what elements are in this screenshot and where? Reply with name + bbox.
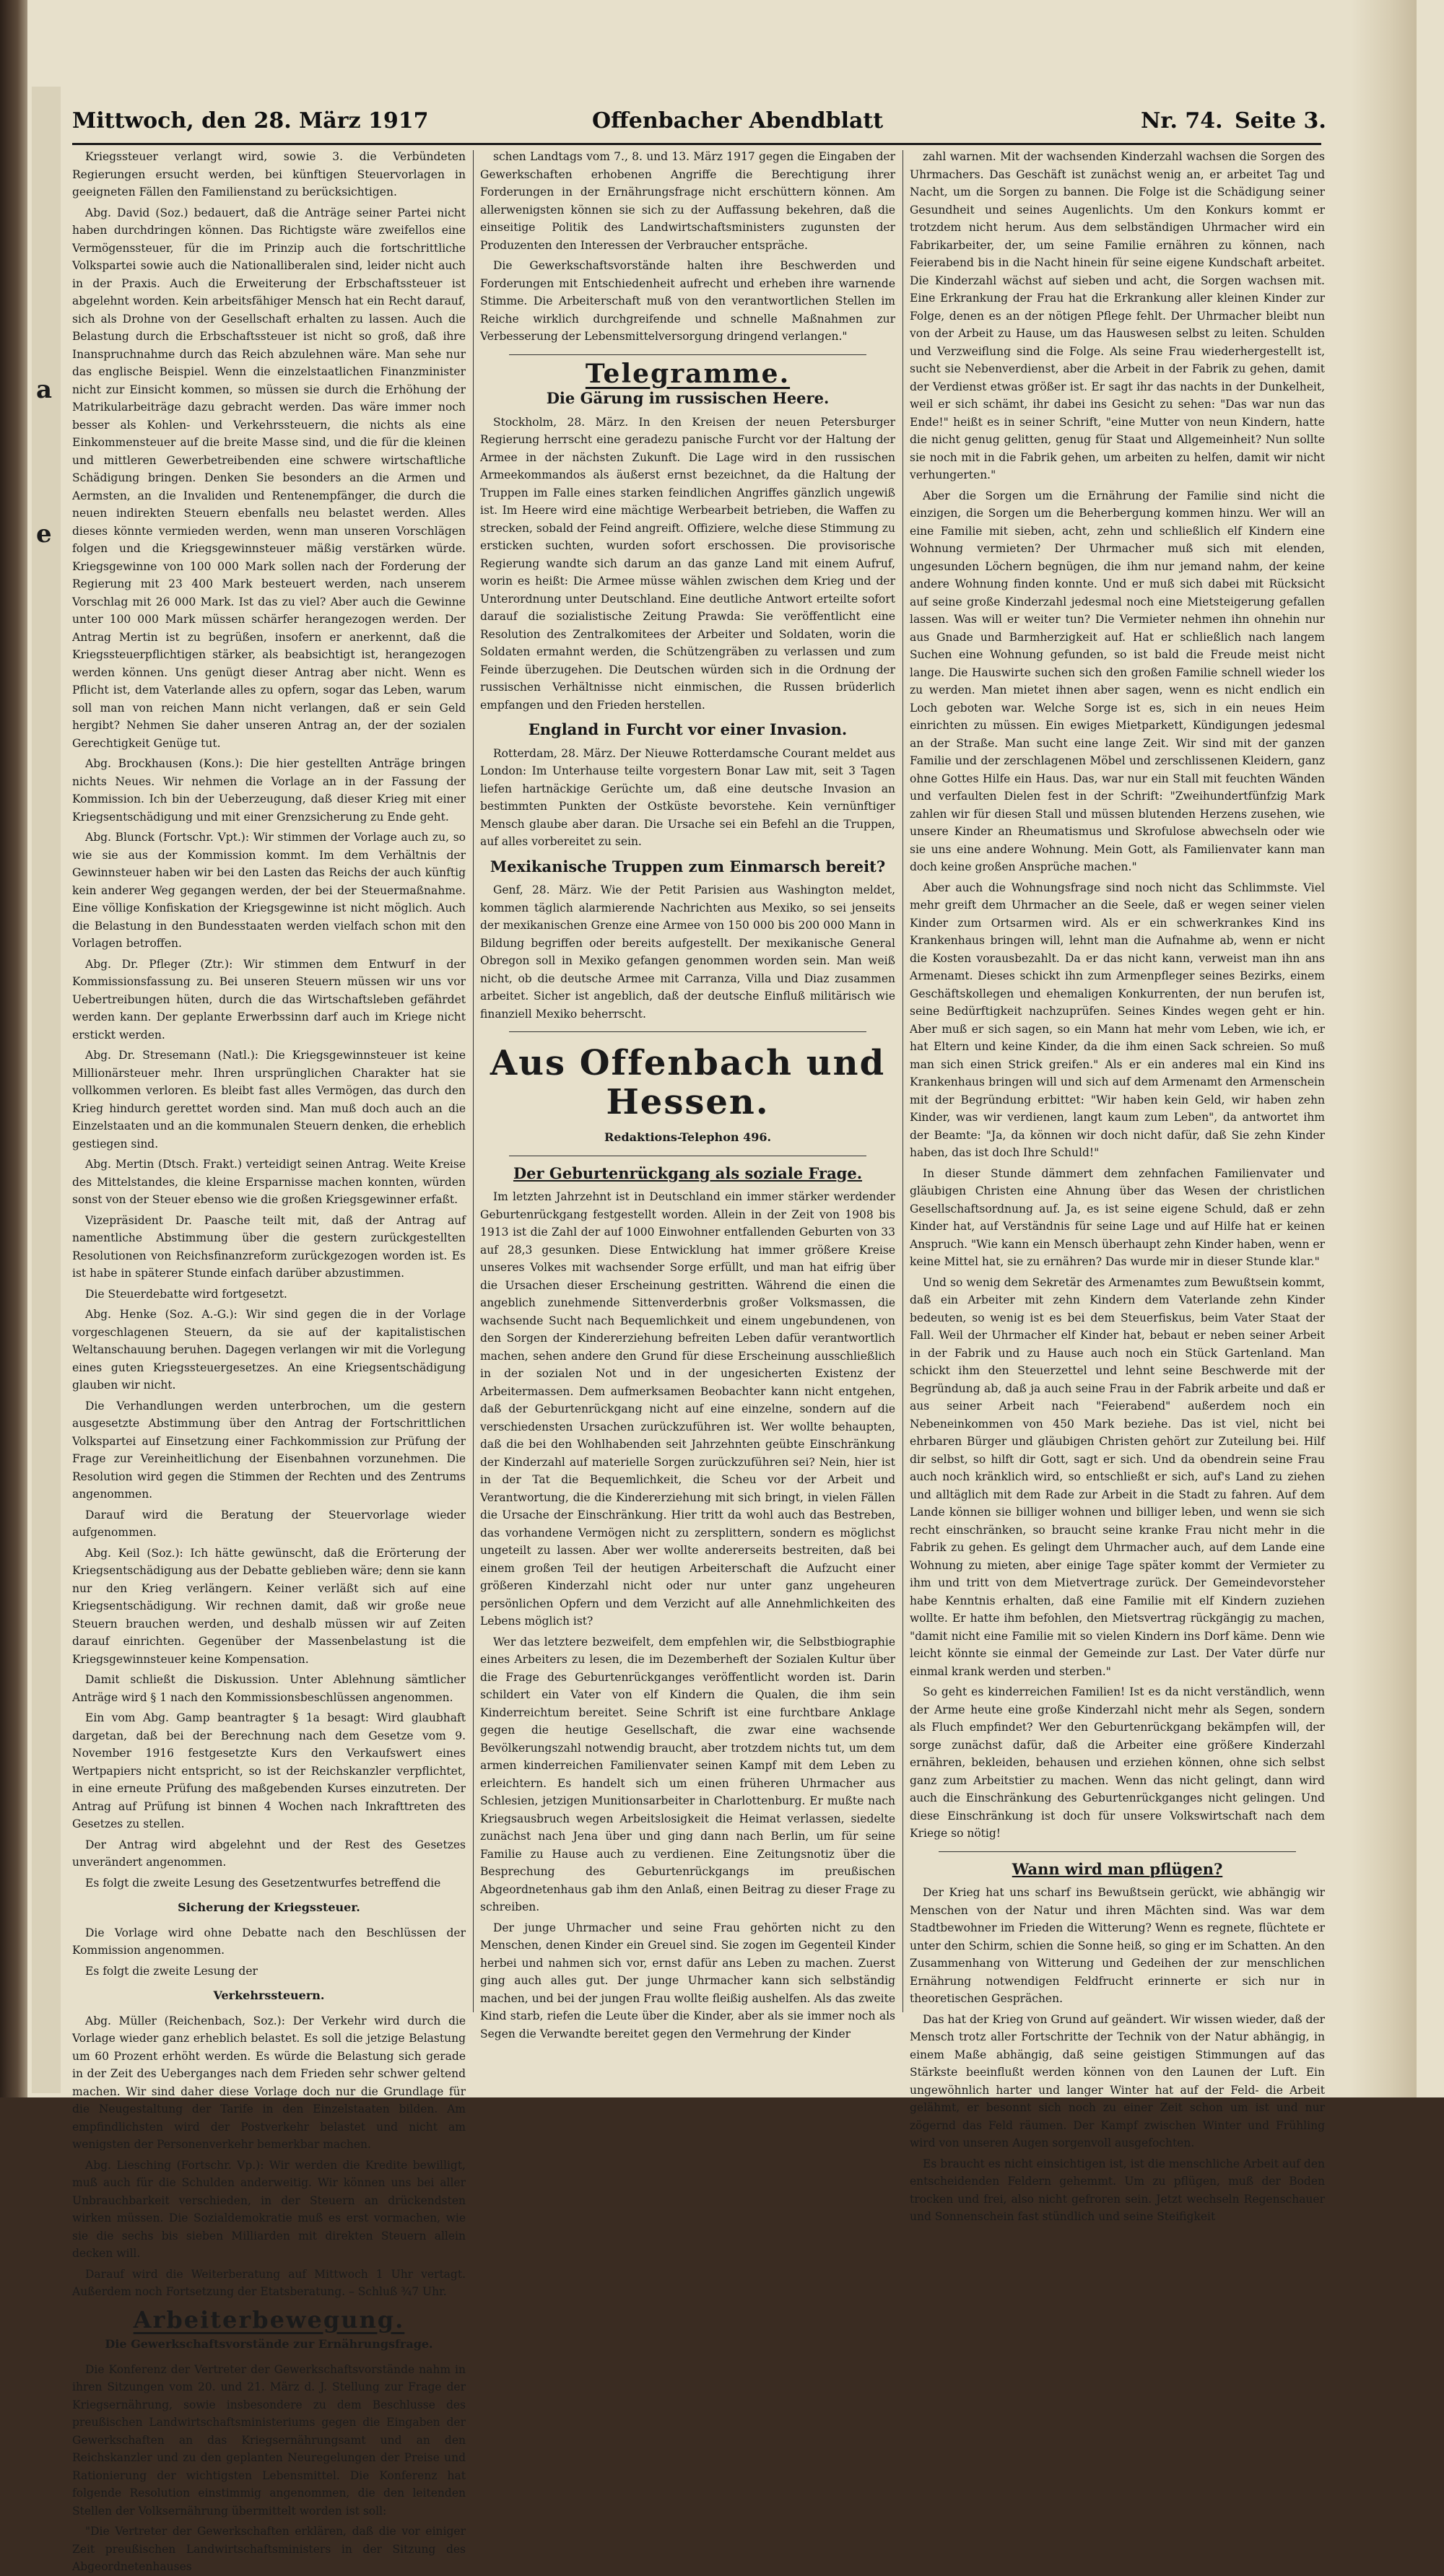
paragraph: Stockholm, 28. März. In den Kreisen der neuen Petersburger Regierung herrscht eine geradezu panische Furcht vor der Haltung der Armee in der nächsten Zukunft. Die Lage wird in den russischen Armeekommandos als äußerst ernst bezeichnet, da die Haltung der Truppen im Falle eines starken feindlichen Angriffes gänzlich ungewiß ist. Im Heere wird eine mächtige Werbearbeit betrieben, die Waffen zu strecken, sobald der Feind angreift. Offiziere, welche diese Stimmung zu ersticken suchten, wurden sofort erschossen. Die provisorische Regierung wandte sich darum an das ganze Land mit einem Aufruf, worin es heißt: Die Armee müsse wählen zwischen dem Krieg und der Unterordnung unter Deutschland. Eine deutliche Antwort erteilte sofort darauf die sozialistische Zeitung Prawda: Sie veröffentlicht eine Resolution des Zentralkomitees der Arbeiter und Soldaten, worin die Soldaten ermahnt werden, die Schützengräben zu verlassen und zum Feinde überzugehen. Die Deutschen würden sich in die Ordnung der russischen Verhältnisse nicht einmischen, die Russen brüderlich empfangen und den Frieden herstellen. <box>480 415 895 712</box>
paragraph: Die Gewerkschaftsvorstände halten ihre Beschwerden und Forderungen mit Entschiedenheit aufrecht und erheben ihre warnende Stimme. Die Arbeiterschaft muß von den verantwortlichen Stellen im Reiche wirklich durchgreifende und schnelle Maßnahmen zur Verbesserung der Lebensmittelversorgung dringend verlangen." <box>480 259 895 343</box>
paragraph: Abg. Dr. Stresemann (Natl.): Die Kriegsgewinnsteuer ist keine Millionärsteuer mehr. Ihren ursprünglichen Charakter hat sie vollkommen verloren. Es bleibt fast alles Vermögen, das durch den Krieg hindurch gerettet worden sind. Man muß doch auch an die Einzelstaaten und an die kommunalen Steuern denken, die erheblich gestiegen sind. <box>72 1049 466 1151</box>
paragraph: Es folgt die zweite Lesung der <box>85 1964 258 1978</box>
paragraph: "Die Vertreter der Gewerkschaften erklären, daß die vor einiger Zeit preußischen Landwirtschaftsministers in der Sitzung des Abgeordnetenhauses <box>72 2525 466 2573</box>
paragraph: Aber die Sorgen um die Ernährung der Familie sind nicht die einzigen, die Sorgen um die Beherbergung kommen hinzu. Wer will an eine Familie mit sieben, acht, zehn und schließlich elf Kindern eine Wohnung vermieten? Der Uhrmacher muß sich mit elenden, ungesunden Löchern begnügen, die ihm nur jemand nahm, der keine andere Wohnung finden konnte. Und er muß sich dabei mit Rücksicht auf seine große Kinderzahl jedesmal noch eine Mietsteigerung gefallen lassen. Was will er weiter tun? Die Vermieter nehmen ihn ohnehin nur aus Gnade und Barmherzigkeit auf. Hat er schließlich nach langem Suchen eine Wohnung gefunden, so ist bald die Freude meist nicht lange. Die Hauswirte suchen sich den großen Familie schnell wieder los zu werden. Man mietet ihnen aber sagen, wenn es nicht endlich ein Loch geboten war. Welche Sorge ist es, sich in ein neues Heim einrichten zu müssen. Ein ewiges Mietparkett, Kündigungen jedesmal an der Straße. Man sucht eine lange Zeit. Wir sind mit der ganzen Familie und der zerschlagenen Möbel und zerschlissenen Kleidern, ganz ohne Gottes Hilfe ein Haus. Das, war nur ein Stall mit feuchten Wänden und verfaulten Dielen fest in der Schrift: "Zweihundertfünfzig Mark zahlen wir für diesen Stall und müssen blutenden Herzens zusehen, wie unsere Kinder an Rheumatismus und Skrofulose abwechseln oder wie sie uns eine andere Wohnung. Mein Gott, als Familienvater kann man doch keine großen Ansprüche machen." <box>910 489 1325 873</box>
paragraph: Und so wenig dem Sekretär des Armenamtes zum Bewußtsein kommt, daß ein Arbeiter mit zehn Kindern dem Vaterlande zehn Kinder bedeuten, so wenig ist es bei dem Steuerfiskus, beim Vater Staat der Fall. Weil der Uhrmacher elf Kinder hat, bebaut er neben seiner Arbeit in der Fabrik und zu Hause auch noch ein Stück Gartenland. Man schickt ihm den Steuerzettel und lehnt seine Beschwerde mit der Begründung ab, daß ja auch seine Frau in der Fabrik arbeite und daß er aus seiner Arbeit nach "Feierabend" außerdem noch ein Nebeneinkommen von 450 Mark beziehe. Das ist viel, nicht bei ehrbaren Bürger und gläubigen Christen gehört zur Zuteilung bei. Hilf dir selbst, so hilft dir Gott, sagt er sich. Und da obendrein seine Frau auch noch kränklich wird, so entschließt er sich, auf's Land zu ziehen und alltäglich mit dem Rade zur Arbeit in die Stadt zu fahren. Auf dem Lande können sie billiger wohnen und billiger leben, und wenn sie sich recht einschränken, so braucht seine kranke Frau nicht mehr in die Fabrik zu gehen. Es gelingt dem Uhrmacher auch, auf dem Lande eine Wohnung zu mieten, aber einige Tage später kommt der Vermieter zu ihm und tritt von dem Mietvertrage zurück. Der Gemeindevorsteher habe Kenntnis erhalten, daß eine Familie mit elf Kindern zuziehen wollte. Er hatte ihm befohlen, den Mietsvertrag rückgängig zu machen, "damit nicht eine Familie mit so vielen Kindern ins Dorf käme. Denn wie leicht könnte sie einmal der Gemeinde zur Last. Der Vater dürfe nur einmal krank werden und sterben." <box>910 1275 1325 1678</box>
paragraph: Abg. Müller (Reichenbach, Soz.): Der Verkehr wird durch die Vorlage wieder ganz erheblich belastet. Es soll die jetzige Belastung um 60 Prozent erhöht werden. Es würde die Belastung sich gerade in der Zeit des Ueberganges nach dem Frieden sehr schwer geltend machen. Wir sind daher diese Vorlage doch nur die Grundlage für die Neugestaltung der Tarife in den Einzelstaaten bilden. Am empfindlichsten wird der Postverkehr belastet und nicht am wenigsten der Personenverkehr bemerkbar machen. <box>72 2014 466 2151</box>
article-heading: Der Geburtenrückgang als soziale Frage. <box>513 1163 863 1182</box>
paragraph: Das hat der Krieg von Grund auf geändert. Wir wissen wieder, daß der Mensch trotz aller Fortschritte der Technik von der Natur abhängig, in einem Maße abhängig, daß seine geistigen Stimmungen auf das Stärkste beeinflußt werden können von den Launen der Luft. Ein ungewöhnlich harter und langer Winter hat auf der Feld- die Arbeit gelähmt, er besonnt sich noch zu einer Zeit schon um ist und nur zögernd das Feld räumen. Der Kampf zwischen Winter und Frühling wird von unseren Augen sorgenvoll ausgefochten. <box>910 2012 1325 2149</box>
header-rule <box>72 143 1321 145</box>
paragraph: Der Antrag wird abgelehnt und der Rest des Gesetzes unverändert angenommen. <box>72 1838 466 1869</box>
separator <box>939 1851 1296 1852</box>
paragraph: Im letzten Jahrzehnt ist in Deutschland ein immer stärker werdender Geburtenrückgang festgestellt worden. Allein in der Zeit von 1908 bis 1913 ist die Zahl der auf 1000 Einwohner entfallenden Geburten von 33 auf 28,3 gesunken. Diese Entwicklung hat immer größere Kreise unseres Volkes mit wachsender Sorge erfüllt, und man hat eifrig über die Ursachen dieser Erscheinung gestritten. Während die einen die angeblich zunehmende Sittenverderbnis großer Volksmassen, die wachsende Sucht nach Bequemlichkeit und einem ungebundenen, von den Sorgen der Kindererziehung befreiten Leben dafür verantwortlich machen, sehen andere den Grund für diese Erscheinung ausschließlich in der sozialen Not und in der ungesicherten Existenz der Arbeitermassen. Dem aufmerksamen Beobachter kann nicht entgehen, daß der Geburtenrückgang nicht auf eine einzelne, sondern auf die verschiedensten Ursachen zurückzuführen ist. Wer wollte behaupten, daß die bei den Wohlhabenden seit Jahrzehnten geübte Einschränkung der Kinderzahl auf materielle Sorgen zurückzuführen sei? Nein, hier ist in der Tat die Bequemlichkeit, die Scheu vor der Arbeit und Verantwortung, die die Kindererziehung mit sich bringt, in vielen Fällen die Ursache der Einschränkung. Hier tritt da wohl auch das Bestreben, das vorhandene Vermögen nicht zu zersplittern, sondern es möglichst ungeteilt zu lassen. Aber wer wollte andererseits bestreiten, daß bei einem großen Teil der heutigen Arbeiterschaft die Aufzucht einer größeren Kinderzahl nicht oder nur unter ganz ungeheuren persönlichen Opfern und dem Verzicht auf alle Annehmlichkeiten des Lebens möglich ist? <box>480 1190 895 1628</box>
issue-number: Nr. 74. <box>1141 108 1223 134</box>
separator <box>509 1031 866 1032</box>
paragraph: Abg. Dr. Pfleger (Ztr.): Wir stimmen dem Entwurf in der Kommissionsfassung zu. Bei unseren Steuern müssen wir uns vor Uebertreibungen hüten, durch die das Wirtschaftsleben gefährdet werden kann. Der geplante Erwerbssinn darf auch im Kriege nicht erstickt werden. <box>72 957 466 1042</box>
separator <box>509 354 866 355</box>
article-heading: Wann wird man pflügen? <box>1012 1859 1223 1878</box>
column-2 <box>480 148 895 2090</box>
paragraph: Vizepräsident Dr. Paasche teilt mit, daß der Antrag auf namentliche Abstimmung über die gestern zurückgestellten Resolutionen von Reichsfinanzreform zurückgezogen worden ist. Es ist habe in späterer Stunde einfach darüber abzustimmen. <box>72 1213 466 1280</box>
paragraph: Darauf wird die Weiterberatung auf Mittwoch 1 Uhr vertagt. Außerdem noch Fortsetzung der Etatsberatung. – Schluß ¾7 Uhr. <box>72 2267 466 2298</box>
article-heading: Die Gärung im russischen Heere. <box>546 389 830 407</box>
paragraph: Wer das letztere bezweifelt, dem empfehlen wir, die Selbstbiographie eines Arbeiters zu lesen, die im Dezemberheft der Sozialen Kultur über die Frage des Geburtenrückganges veröffentlicht worden ist. Darin schildert ein Vater von elf Kindern die Qualen, die ihm sein Kinderreichtum bereitet. Seine Schrift ist eine furchtbare Anklage gegen die heutige Gesellschaft, die zwar eine wachsende Bevölkerungszahl notwendig braucht, aber trotzdem nichts tut, um dem armen kinderreichen Familienvater seinen Kampf mit dem Leben zu erleichtern. Es handelt sich um einen früheren Uhrmacher aus Schlesien, jetzigen Munitionsarbeiter in Charlottenburg. Er mußte nach Kriegsausbruch wegen Arbeitslosigkeit die Heimat verlassen, siedelte zunächst nach Jena über und ging dann nach Berlin, um für seine Familie zu Hause auch zu verdienen. Eine Zeitungsnotiz über die Besprechung des Geburtenrückgangs im preußischen Abgeordnetenhaus gab ihm den Anlaß, einen Beitrag zu dieser Frage zu schreiben. <box>480 1635 895 1913</box>
paragraph: Der junge Uhrmacher und seine Frau gehörten nicht zu den Menschen, denen Kinder ein Greuel sind. Sie zogen im Gegenteil Kinder herbei und nahmen sich vor, ernst dafür ans Leben zu machen. Zuerst ging auch alles gut. Der junge Uhrmacher kann sich selbständig machen, und bei der jungen Frau wollte fleißig aushelfen. Als das zweite Kind starb, riefen die Leute über die Kinder, aber als sie immer noch als Segen die Verwandte bereitet gegen den Vermehrung der Kinder <box>480 1921 895 2040</box>
edge-fragment-char: a <box>36 375 53 404</box>
column-divider <box>473 150 474 2012</box>
subheading: Sicherung der Kriegssteuer. <box>178 1900 360 1914</box>
paragraph: Abg. Mertin (Dtsch. Frakt.) verteidigt seinen Antrag. Weite Kreise des Mittelstandes, die kleine Ersparnisse machen konnten, würden sonst von der Steuer ebenso wie die großen Kriegsgewinner erfaßt. <box>72 1158 466 1206</box>
paragraph: Es folgt die zweite Lesung des Gesetzentwurfes betreffend die <box>85 1876 441 1890</box>
article-heading: Mexikanische Truppen zum Einmarsch bereit? <box>490 857 886 876</box>
subheading: Verkehrssteuern. <box>213 1988 325 2002</box>
page-number: Seite 3. <box>1235 108 1326 134</box>
paragraph: Abg. Henke (Soz. A.-G.): Wir sind gegen die in der Vorlage vorgeschlagenen Steuern, da sie auf der kapitalistischen Weltanschauung beruhen. Dagegen verlangen wir mit die Vorlegung eines guten Kriegssteuergesetzes. An eine Kriegsentschädigung glauben wir nicht. <box>72 1308 466 1392</box>
paragraph: In dieser Stunde dämmert dem zehnfachen Familienvater und gläubigen Christen eine Ahnung über das Wesen der christlichen Gesellschaftsordnung auf. Ja, es ist seine eigene Schuld, daß er zehn Kinder hat, auf Verständnis für seine Lage und auf Hilfe hat er keinen Anspruch. "Wie kann ein Mensch überhaupt zehn Kinder haben, wenn er keine Mittel hat, sie zu ernähren? Das wurde mir in dieser Stunde klar." <box>910 1166 1325 1268</box>
paragraph: Kriegssteuer verlangt wird, sowie 3. die Verbündeten Regierungen ersucht werden, bei künftigen Steuervorlagen in geeigneten Fällen den Familienstand zu berücksichtigen. <box>72 150 466 198</box>
paragraph: Es braucht es nicht einsichtigen ist, ist die menschliche Arbeit auf den entscheidenden Feldern gehemmt. Um zu pflügen, muß der Boden trocken und frei, also nicht gefroren sein. Jetzt wechseln Regenschauer und Sonnenschein fast stündlich und seine Steifigkeit <box>910 2157 1325 2223</box>
section-heading: Telegramme. <box>585 358 791 389</box>
paragraph: Abg. Brockhausen (Kons.): Die hier gestellten Anträge bringen nichts Neues. Wir nehmen die Vorlage an in der Fassung der Kommission. Ich bin der Ueberzeugung, daß dieser Krieg mit einer Kriegsentschädigung und mit einer Grenzsicherung zu Ende geht. <box>72 757 466 824</box>
subheading: Die Gewerkschaftsvorstände zur Ernährungsfrage. <box>105 2337 433 2351</box>
section-heading: Aus Offenbach und Hessen. <box>490 1043 886 1122</box>
column-1 <box>72 148 466 2573</box>
issue-date: Mittwoch, den 28. März 1917 <box>72 108 429 134</box>
paragraph: zahl warnen. Mit der wachsenden Kinderzahl wachsen die Sorgen des Uhrmachers. Das Geschäft ist zunächst wenig an, er arbeitet Tag und Nacht, um die Sorgen zu bannen. Die Folge ist die Schädigung seiner Gesundheit und seines Augenlichts. Um den Konkurs kommt er trotzdem nicht herum. Aus dem selbständigen Uhrmacher wird ein Fabrikarbeiter, der, um seine Familie ernähren zu können, nach Feierabend bis in die Nacht hinein für seine eigene Kundschaft arbeitet. Die Kinderzahl wächst auf sieben und acht, die Sorgen wachsen mit. Eine Erkrankung der Frau hat die Erkrankung aller kleinen Kinder zur Folge, denen es an der nötigen Pflege fehlt. Der Uhrmacher bleibt nun von der Arbeit zu Hause, um das Hauswesen selbst zu leiten. Schulden und Verzweiflung sind die Folge. Als seine Frau wiederhergestellt ist, sucht sie Nebenverdienst, aber die Arbeit in der Fabrik zu gehen, damit der Verdienst etwas größer ist. Er sagt ihr das nachts in der Dunkelheit, weil er sich schämt, ihr dabei ins Gesicht zu sehen: "Das war nun das Ende!" heißt es in seiner Schrift, "eine Mutter von neun Kindern, hatte die nicht genug gelitten, genug für Staat und Allgemeinheit? Nun sollte sie noch mit in die Fabrik gehen, um arbeiten zu helfen, damit wir nicht verhungerten." <box>910 150 1325 481</box>
paragraph: So geht es kinderreichen Familien! Ist es da nicht verständlich, wenn der Arme heute eine große Kinderzahl nicht mehr als Segen, sondern als Fluch empfindet? Wer den Geburtenrückgang bekämpfen will, der sorge zunächst dafür, daß die Arbeiter eine größere Kinderzahl ernähren, bekleiden, behausen und erziehen können, ohne sich selbst ganz zum Arbeitstier zu machen. Wenn das nicht gelingt, dann wird auch die Einschränkung des Geburtenrückganges nicht gelingen. Und diese Einschränkung ist doch für unsere Volkswirtschaft nach dem Kriege so nötig! <box>910 1685 1325 1840</box>
telephone-line: Redaktions-Telephon 496. <box>604 1130 772 1144</box>
paragraph: Abg. David (Soz.) bedauert, daß die Anträge seiner Partei nicht haben durchdringen können. Das Richtigste wäre zweifellos eine Vermögenssteuer, für die im Prinzip auch die fortschrittliche Volkspartei sowie auch die Nationalliberalen sind, leider nicht auch in der Praxis. Auch die Erweiterung der Erbschaftssteuer ist abgelehnt worden. Kein arbeitsfähiger Mensch hat ein Recht darauf, sich als Drohne von der Gesellschaft erhalten zu lassen. Auch die Belastung durch die Erbschaftssteuer ist nicht so groß, daß ihre Inanspruchnahme durch das Reich abzulehnen wäre. Man sehe nur das englische Beispiel. Wenn die einzelstaatlichen Finanzminister nicht zur Einsicht kommen, so müssen sie durch die Erhöhung der Matrikularbeiträge dazu gebracht werden. Das wäre immer noch besser als Kohlen- und Verkehrssteuern, die nichts als eine Einkommensteuer auf die breite Masse sind, und die für die kleinen und mittleren Gewerbetreibenden eine schwere wirtschaftliche Schädigung bringen. Denken Sie besonders an die Armen und Aermsten, an die Invaliden und Rentenempfänger, die durch die neuen indirekten Steuern ebenfalls neu belastet werden. Alles dieses könnte vermieden werden, wenn man unseren Vorschlägen folgen und die Kriegsgewinnsteuer mäßig verstärken würde. Kriegsgewinne von 100 000 Mark sollen nach der Forderung der Regierung mit 23 400 Mark besteuert werden, nach unserem Vorschlag mit 26 000 Mark. Ist das zu viel? Aber auch die Gewinne unter 100 000 Mark müssen schärfer herangezogen werden. Der Antrag Mertin ist zu begrüßen, insofern er anerkennt, daß die Kriegssteuerpflichtigen stärker, als beabsichtigt ist, herangezogen werden können. Uns genügt dieser Antrag aber nicht. Wenn es Pflicht ist, dem Vaterlande alles zu opfern, sogar das Leben, warum soll man von reichen Mann nicht verlangen, daß er sein Geld hergibt? Nehmen Sie daher unseren Antrag an, der der sozialen Gerechtigkeit Genüge tut. <box>72 206 466 750</box>
paragraph: Die Vorlage wird ohne Debatte nach den Beschlüssen der Kommission angenommen. <box>72 1926 466 1957</box>
column-3 <box>910 148 1325 2223</box>
paragraph: Genf, 28. März. Wie der Petit Parisien aus Washington meldet, kommen täglich alarmierende Nachrichten aus Mexiko, so sei jenseits der mexikanischen Grenze eine Armee von 150 000 bis 200 000 Mann in Bildung begriffen oder bereits aufgestellt. Der mexikanische General Obregon soll in Mexiko gefangen genommen worden sein. Man weiß nicht, ob die deutsche Armee mit Carranza, Villa und Diaz zusammen arbeitet. Sicher ist angeblich, daß der deutsche Einfluß militärisch wie finanziell Mexiko beherrscht. <box>480 883 895 1021</box>
paragraph: Die Steuerdebatte wird fortgesetzt. <box>85 1287 287 1301</box>
paragraph: Die Verhandlungen werden unterbrochen, um die gestern ausgesetzte Abstimmung über den Antrag der Fortschrittlichen Volkspartei auf Einsetzung einer Fachkommission zur Prüfung der Frage zur Vereinheitlichung der Eisenbahnen vorzunehmen. Die Resolution wird gegen die Stimmen der Rechten und des Zentrums angenommen. <box>72 1399 466 1501</box>
edge-fragment-char: e <box>36 520 52 549</box>
paragraph: Rotterdam, 28. März. Der Nieuwe Rotterdamsche Courant meldet aus London: Im Unterhause teilte vorgestern Bonar Law mit, seit 3 Tagen liefen hartnäckige Gerüchte um, daß eine deutsche Invasion an bestimmten Punkten der Ostküste bevorstehe. Kein vernünftiger Mensch glaube aber daran. Die Ursache sei ein Befehl an die Truppen, auf alles vorbereitet zu sein. <box>480 746 895 848</box>
paragraph: Ein vom Abg. Gamp beantragter § 1a besagt: Wird glaubhaft dargetan, daß bei der Berechnung nach dem Gesetze vom 9. November 1916 festgesetzte Kurs den Verkaufswert eines Wertpapiers nicht entspricht, so ist der Reichskanzler verpflichtet, in eine erneute Prüfung des maßgebenden Kurses einzutreten. Der Antrag auf Prüfung ist binnen 4 Wochen nach Inkrafttreten des Gesetzes zu stellen. <box>72 1711 466 1830</box>
paragraph: Darauf wird die Beratung der Steuervorlage wieder aufgenommen. <box>72 1508 466 1539</box>
paragraph: Abg. Liesching (Fortschr. Vp.): Wir werden die Kredite bewilligt, muß auch für die Schulden anderweitig. Wir können uns bei aller Unbrauchbarkeit verschieden, in der Steuern an drückendsten wirken müssen. Die Sozialdemokratie muß es erst vormachen, wie sie die sechs bis sieben Milliarden mit direkten Steuern allein decken will. <box>72 2158 466 2260</box>
page-right-edge <box>1350 0 1417 2097</box>
paragraph: Abg. Blunck (Fortschr. Vpt.): Wir stimmen der Vorlage auch zu, so wie sie aus der Kommission kommt. Im dem Verhältnis der Gewinnsteuer haben wir bei den Lasten das Reichs der auch künftig kein anderer Weg gegangen werden, der bei der Steuermaßnahme. Eine völlige Konfiskation der Kriegsgewinne ist nicht möglich. Auch die Belastung in den Bundesstaaten werden vielfach schon mit den Vorlagen betroffen. <box>72 831 466 950</box>
article-heading: England in Furcht vor einer Invasion. <box>528 720 848 738</box>
paragraph: Aber auch die Wohnungsfrage sind noch nicht das Schlimmste. Viel mehr greift dem Uhrmacher an die Seele, daß er wegen seiner vielen Kinder zum Ortsarmen wird. Als er ein schwerkrankes Kind ins Krankenhaus bringen will, lehnt man die Aufnahme ab, wenn er nicht die Kosten vorausbezahlt. Da er das nicht kann, verweist man ihn ans Armenamt. Dieses schickt ihn zum Armenpfleger seines Bezirks, einem Geschäftskollegen und ehemaligen Konkurrenten, der nun berufen ist, seine Bedürftigkeit nachzuprüfen. Seines Kindes wegen geht er hin. Aber muß er sich sagen, so ein Mann hat mehr vom Leben, wie ich, er hat Eltern und keine Kinder, da die ihm einen Sack schreien. So muß man sich einen Strick greifen." Als er ein anderes mal ein Kind ins Krankenhaus bringen will und sich auf dem Armenamt den Armenschein mit der Begründung erbittet: "Wir haben kein Geld, wir haben zehn Kinder, was wir verdienen, langt kaum zum Leben", da antwortet ihm der Beamte: "Ja, da können wir doch nicht dafür, daß Sie zehn Kinder haben, das ist doch Ihre Schuld!" <box>910 881 1325 1159</box>
paragraph: Die Konferenz der Vertreter der Gewerkschaftsvorstände nahm in ihren Sitzungen vom 20. und 21. März d. J. Stellung zur Frage der Kriegsernährung, sowie insbesondere zu dem Beschlusse des preußischen Landwirtschaftsministeriums gegen die Eingaben der Gewerkschaften an das Kriegsernährungsamt und an den Reichskanzler und zu den geplanten Neuregelungen der Preise und Rationierung der wichtigsten Lebensmittel. Die Konferenz hat folgende Resolution einstimmig angenommen, die den leitenden Stellen der Volksernährung übermittelt worden ist soll: <box>72 2362 466 2518</box>
paragraph: Damit schließt die Diskussion. Unter Ablehnung sämtlicher Anträge wird § 1 nach den Kommissionsbeschlüssen angenommen. <box>72 1673 466 1704</box>
section-heading: Arbeiterbewegung. <box>133 2305 405 2333</box>
paper-name: Offenbacher Abendblatt <box>592 108 884 134</box>
column-divider <box>902 150 903 2012</box>
paragraph: Der Krieg hat uns scharf ins Bewußtsein gerückt, wie abhängig wir Menschen von der Natur und ihren Mächten sind. Was war dem Stadtbewohner im Frieden die Witterung? Wenn es regnete, flüchtete er unter den Schirm, schien die Sonne heiß, so ging er im Schatten. An den Zusammenhang von Witterung und Gedeihen der zur menschlichen Ernährung notwendigen Feldfrucht erinnerte er sich nur in theoretischen Gesprächen. <box>910 1886 1325 2005</box>
paragraph: schen Landtags vom 7., 8. und 13. März 1917 gegen die Eingaben der Gewerkschaften erhobenen Angriffe die Berechtigung ihrer Forderungen in der Ernährungsfrage nicht erschüttern können. Am allerwenigsten können sie sich zu der Auffassung bekehren, daß die einseitige Politik des Landwirtschaftsministers zugunsten der Produzenten den Interessen der Verbraucher entspräche. <box>480 150 895 252</box>
paragraph: Abg. Keil (Soz.): Ich hätte gewünscht, daß die Erörterung der Kriegsentschädigung aus der Debatte geblieben wäre; denn sie kann nur den Krieg verlängern. Keiner verläßt sich auf eine Kriegsentschädigung. Wir rechnen damit, daß wir große neue Steuern brauchen werden, und deshalb müssen wir auf Zeiten darauf einrichten. Gegenüber der Massenbelastung ist die Kriegsgewinnsteuer keine Kompensation. <box>72 1546 466 1666</box>
